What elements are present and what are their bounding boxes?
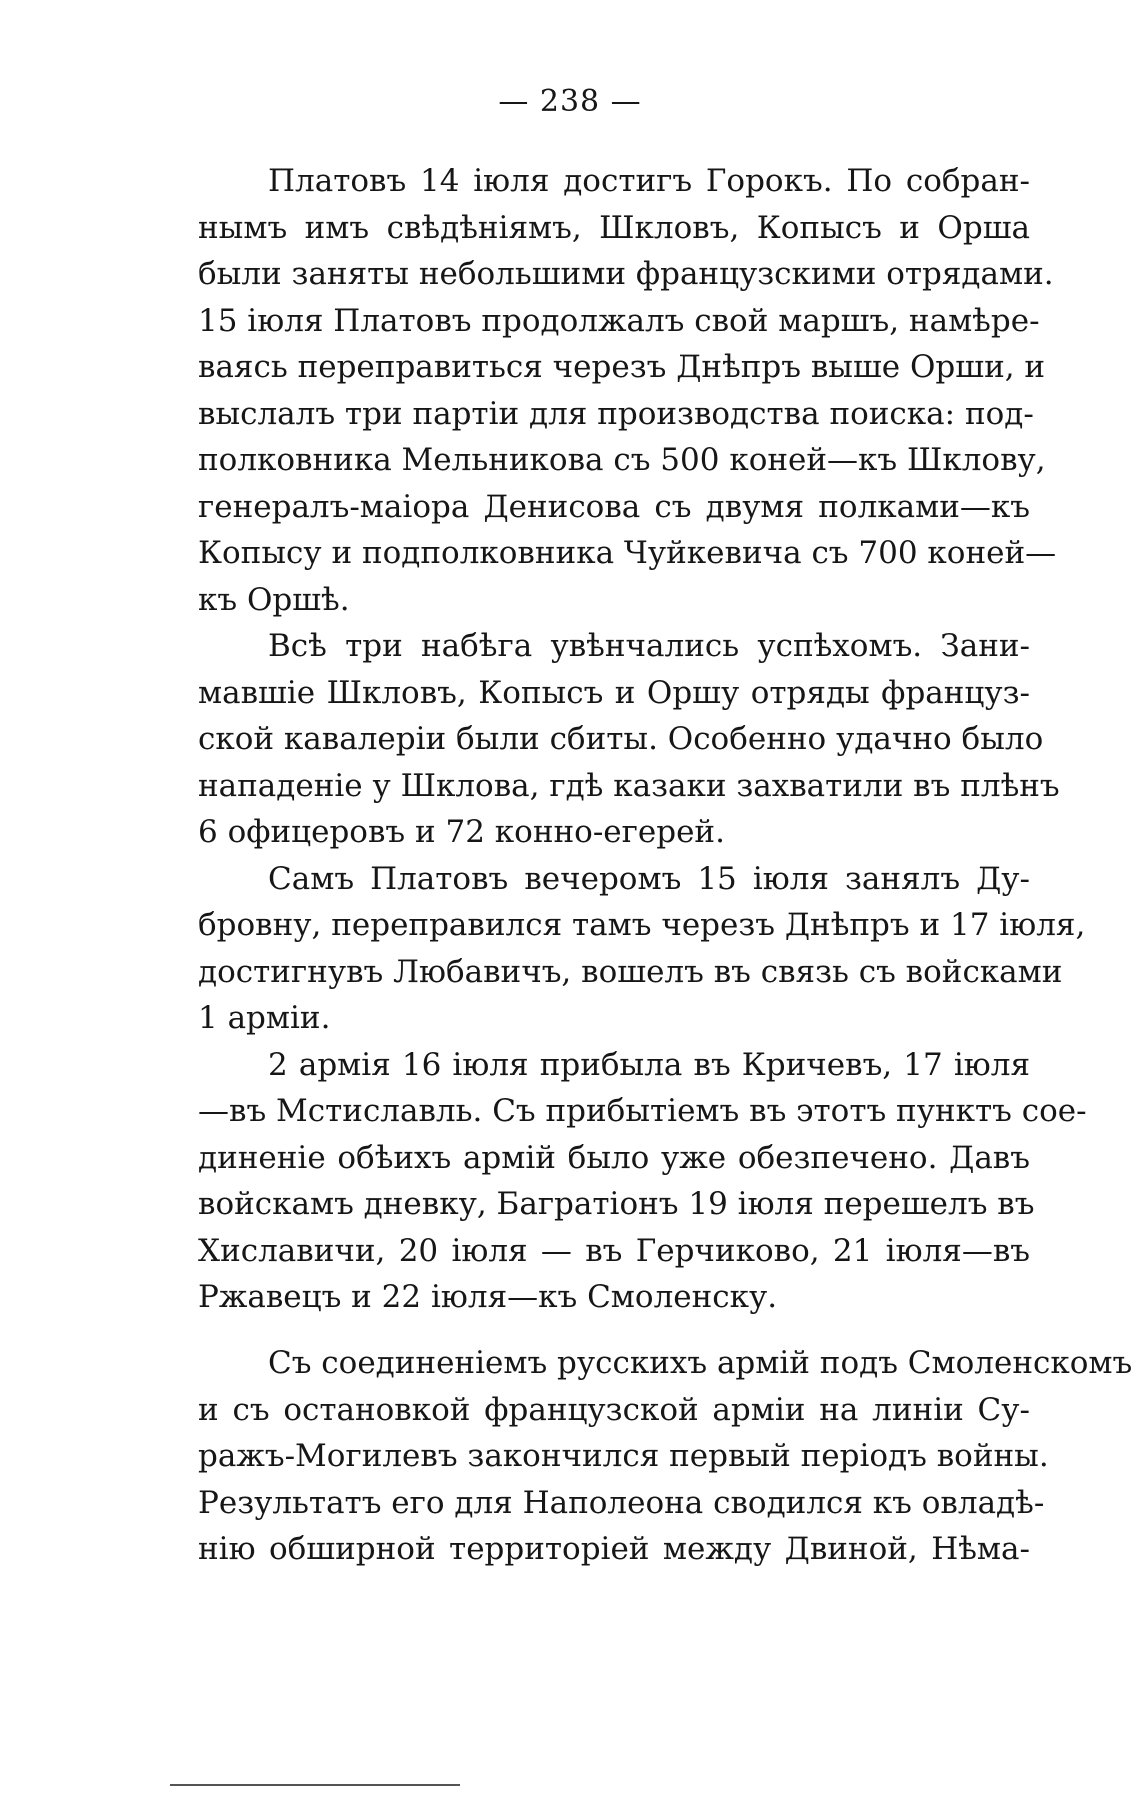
text-line: были заняты небольшими французскими отрядами.	[198, 256, 1054, 292]
text-line: ской кавалеріи были сбиты. Особенно удачно было	[198, 721, 1044, 757]
text-line: 1 арміи.	[198, 1000, 331, 1036]
text-line: и съ остановкой французской арміи на линіи Су-	[198, 1391, 1030, 1428]
text-line: достигнувъ Любавичъ, вошелъ въ связь съ войсками	[198, 953, 1063, 990]
lower-text-block	[198, 1340, 1133, 1573]
text-line: Платовъ 14 іюля достигъ Горокъ. По собран-	[268, 163, 1030, 199]
text-line: Ржавецъ и 22 іюля—къ Смоленску.	[198, 1279, 778, 1315]
text-line: Результатъ его для Наполеона сводился къ овладѣ-	[198, 1484, 1045, 1521]
text-line: Копысу и подполковника Чуйкевича съ 700 коней—	[198, 535, 1057, 571]
text-line: выслалъ три партіи для производства поиска: под-	[198, 395, 1034, 432]
text-line: 6 офицеровъ и 72 конно-егерей.	[198, 814, 725, 850]
text-line: ваясь переправиться черезъ Днѣпръ выше Орши, и	[198, 349, 1046, 385]
text-line: 2 армія 16 іюля прибыла въ Кричевъ, 17 іюля	[268, 1046, 1030, 1083]
text-line: Съ соединеніемъ русскихъ армій подъ Смоленскомъ	[268, 1345, 1133, 1381]
page-number: — 238 —	[498, 84, 642, 119]
footer-rule	[170, 1784, 460, 1786]
text-line: бровну, переправился тамъ черезъ Днѣпръ и 17 іюля,	[198, 907, 1086, 943]
text-line: полковника Мельникова съ 500 коней—къ Шклову,	[198, 442, 1046, 478]
text-line: Всѣ три набѣга увѣнчались успѣхомъ. Зани-	[268, 628, 1030, 664]
text-line: къ Оршѣ.	[198, 581, 350, 618]
text-line: ражъ-Могилевъ закончился первый періодъ войны.	[198, 1438, 1049, 1474]
text-line: диненіе обѣихъ армій было уже обезпечено. Давъ	[198, 1139, 1030, 1176]
text-line: войскамъ дневку, Багратіонъ 19 іюля перешелъ въ	[198, 1186, 1035, 1222]
text-line: нымъ имъ свѣдѣніямъ, Шкловъ, Копысъ и Орша	[198, 209, 1030, 246]
text-line: нападеніе у Шклова, гдѣ казаки захватили въ плѣнъ	[198, 767, 1060, 804]
upper-text-block	[198, 158, 1087, 1321]
text-line: нію обширной территоріей между Двиной, Нѣма-	[198, 1531, 1030, 1567]
text-line: Хиславичи, 20 іюля — въ Герчиково, 21 іюля—въ	[198, 1232, 1030, 1269]
text-line: мавшіе Шкловъ, Копысъ и Оршу отряды француз-	[198, 674, 1030, 711]
text-line: генералъ-маіора Денисова съ двумя полками—къ	[198, 488, 1030, 525]
text-line: Самъ Платовъ вечеромъ 15 іюля занялъ Ду-	[268, 860, 1030, 897]
text-line: —въ Мстиславль. Съ прибытіемъ въ этотъ пунктъ сое-	[198, 1093, 1087, 1129]
text-line: 15 іюля Платовъ продолжалъ свой маршъ, намѣре-	[198, 302, 1040, 339]
